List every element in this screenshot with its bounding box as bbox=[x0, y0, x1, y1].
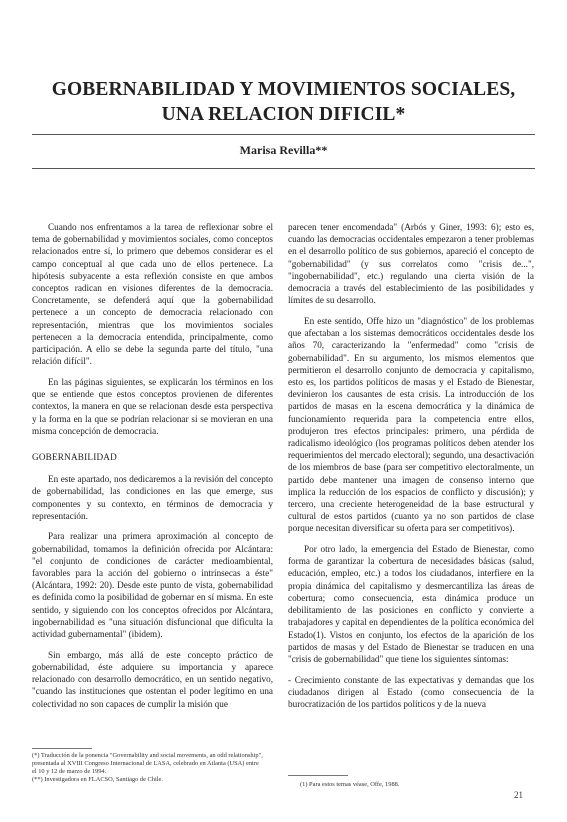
body-paragraph: En este sentido, Offe hizo un "diagnóstico" de los problemas que afectaban a los sistemas democráticos occidentales desde los años 70, caracterizando la "enfermedad" como "crisis de gobernabilidad". En su argumento, los mismos elementos que permitieron el desarrollo conjunto de democracia y capitalismo, esto es, los partidos políticos de masas y el Estado de Bienestar, devinieron los causantes de esta crisis. La introducción de los partidos de masas en la escena democrática y la dinámica de funcionamiento requerida para la competencia entre ellos, produjeron tres efectos principales: primero, una pérdida de radicalismo ideológico (los programas políticos deben atender los requerimientos del mercado electoral); segundo, una desactivación de los miembros de base (para ser competitivo electoralmente, un partido debe mantener una imagen de consenso interno que implica la reducción de los espacios de conflicto y discusión); y tercero, una creciente heterogeneidad de la base estructural y cultural de estos partidos (cuanto ya no son partidos de clase porque necesitan diversificar su oferta para ser competitivos). bbox=[288, 315, 534, 534]
title-line-2: UNA RELACION DIFICIL* bbox=[161, 104, 406, 126]
body-paragraph: - Crecimiento constante de las expectativas y demandas que los ciudadanos dirigen al Estado (como consecuencia de la burocratización de los partidos políticos y de la nueva bbox=[288, 674, 534, 710]
body-paragraph: En las páginas siguientes, se explicarán los términos en los que se entiende que estos conceptos provienen de diferentes contextos, la manera en que se relacionan desde esta perspectiva y la forma en la que se podrían relacionar si se movieran en una misma concepción de democracia. bbox=[32, 376, 273, 436]
author-name: Marisa Revilla** bbox=[239, 143, 328, 157]
body-paragraph: Para realizar una primera aproximación al concepto de gobernabilidad, tomamos la definición ofrecida por Alcántara: "el conjunto de condiciones de carácter medioambiental, favorables para la acción del gobierno o intrínsecas a éste" (Alcántara, 1992: 20). Desde este punto de vista, gobernabilidad es definida como la posibilidad de gobernar en sí misma. En este sentido, y siguiendo con los conceptos ofrecidos por Alcántara, ingobernabilidad es "una situación disfuncional que dificulta la actividad gubernamental" (ibidem). bbox=[32, 531, 273, 640]
body-paragraph: Cuando nos enfrentamos a la tarea de reflexionar sobre el tema de gobernabilidad y movimientos sociales, como conceptos relacionados entre sí, lo primero que debemos considerar es el campo conceptual al que cada uno de ellos pertenece. La hipótesis subyacente a esta reflexión consiste en que ambos conceptos radican en visiones diferentes de la democracia. Concretamente, se defenderá aquí que la gobernabilidad pertenece a un concepto de democracia relacionado con representación, mientras que los movimientos sociales pertenecen a la democracia entendida, principalmente, como participación. A ello se debe la segunda parte del título, "una relación difícil". bbox=[32, 222, 273, 367]
article-title bbox=[30, 77, 537, 127]
section-heading: GOBERNABILIDAD bbox=[32, 451, 117, 462]
left-column bbox=[32, 221, 273, 718]
body-paragraph: Sin embargo, más allá de este concepto práctico de gobernabilidad, éste adquiere su importancia y aparece relacionado con desarrollo democrático, en un sentido negativo, "cuando las instituciones que ostentan el poder legítimo en una colectividad no son capaces de cumplir la misión que bbox=[32, 649, 273, 709]
body-paragraph: En este apartado, nos dedicaremos a la revisión del concepto de gobernabilidad, las condiciones en las que emerge, sus componentes y su contexto, en términos de democracia y representación. bbox=[32, 474, 273, 521]
footnote: (**) Investigadora en FLACSO, Santiago de Chile. bbox=[32, 776, 163, 783]
right-column bbox=[288, 221, 534, 719]
bottom-rule bbox=[32, 168, 535, 169]
footnote: (*) Traducción de la ponencia "Governability and social movements, an odd relationship", presentada al XVIII Congreso Internacional de LASA, celebrado en Atlanta (USA) entre el 10 y 12 de marzo de 1994. bbox=[32, 752, 263, 775]
body-paragraph: parecen tener encomendada" (Arbós y Giner, 1993: 6); esto es, cuando las democracias occidentales empezaron a tener problemas en el desarrollo político de sus gobiernos, apareció el concepto de "gobernabilidad" (y sus correlatos como "crisis de...", "ingobernabilidad", etc.) regulando una cierta visión de la democracia a través del establecimiento de las posibilidades y límites de su desarrollo. bbox=[288, 222, 534, 306]
footnote-divider bbox=[288, 775, 348, 776]
title-line-1: GOBERNABILIDAD Y MOVIMIENTOS SOCIALES, bbox=[51, 79, 516, 101]
footnote: (1) Para estos temas véase, Offe, 1988. bbox=[300, 781, 400, 788]
page-number: 21 bbox=[514, 790, 523, 800]
footnote-divider bbox=[32, 748, 92, 749]
footnotes-left bbox=[32, 752, 264, 784]
top-rule bbox=[32, 134, 535, 135]
body-paragraph: Por otro lado, la emergencia del Estado de Bienestar, como forma de garantizar la cobertura de necesidades básicas (salud, educación, empleo, etc.) a todos los ciudadanos, interfiere en la propia dinámica del capitalismo y desmercantiliza las áreas de cobertura; como consecuencia, esta dinámica produce un debilitamiento de las posiciones en conflicto y convierte a trabajadores y capital en dependientes de la política económica del Estado(1). Vistos en conjunto, los efectos de la aparición de los partidos de masas y del Estado de Bienestar se traducen en una "crisis de gobernabilidad" que tiene los siguientes síntomas: bbox=[288, 544, 534, 664]
